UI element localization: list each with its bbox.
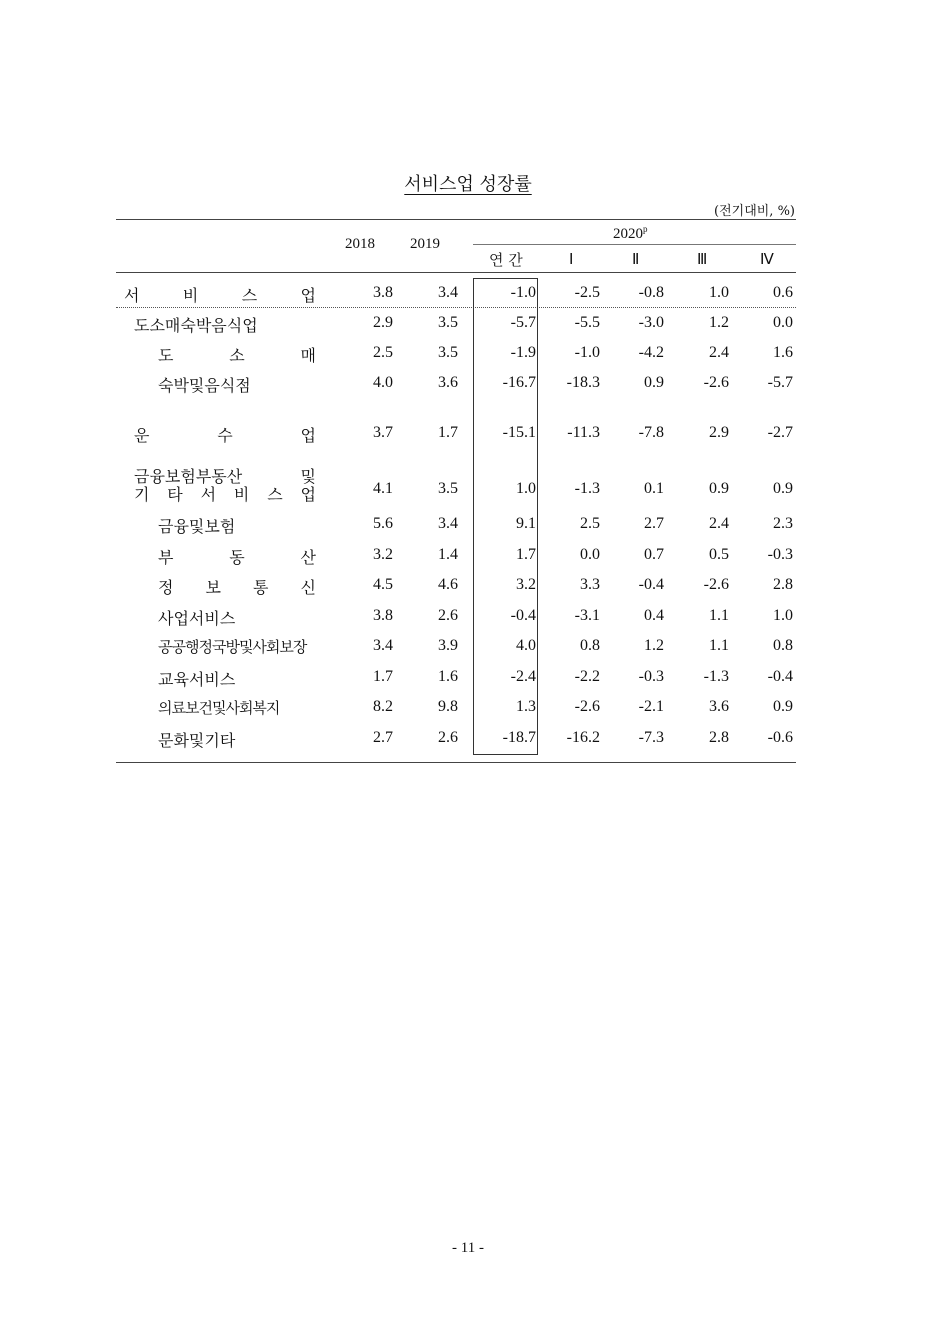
unit-note: (전기대비, %) [714, 204, 795, 219]
table-cell: 0.7 [644, 546, 664, 563]
table-cell: 4.5 [373, 576, 393, 593]
table-cell: -18.7 [502, 729, 536, 746]
table-cell: 3.4 [438, 515, 458, 532]
page-number: - 11 - [452, 1240, 484, 1256]
table-cell: -0.6 [767, 729, 793, 746]
table-cell: 4.1 [373, 480, 393, 497]
table-cell: 1.2 [644, 637, 664, 654]
row-label: 도 소 매 [158, 346, 316, 365]
table-cell: -3.0 [638, 314, 664, 331]
table-cell: -2.4 [510, 668, 536, 685]
table-cell: 3.9 [438, 637, 458, 654]
table-cell: 2.8 [709, 729, 729, 746]
table-cell: 1.6 [438, 668, 458, 685]
table-cell: 8.2 [373, 698, 393, 715]
table-cell: 2.6 [438, 607, 458, 624]
row-label: 부 동 산 [158, 548, 316, 567]
table-cell: 0.9 [709, 480, 729, 497]
table-cell: -2.1 [638, 698, 664, 715]
table-cell: 4.0 [373, 374, 393, 391]
table-cell: 0.9 [644, 374, 664, 391]
table-cell: 0.6 [773, 284, 793, 301]
table-cell: 3.6 [438, 374, 458, 391]
table-cell: 3.2 [516, 576, 536, 593]
table-cell: -5.7 [510, 314, 536, 331]
table-cell: 3.5 [438, 314, 458, 331]
table-cell: 2.9 [709, 424, 729, 441]
table-cell: 4.6 [438, 576, 458, 593]
header-2020: 2020$^p$ [613, 224, 648, 242]
table-cell: -2.5 [574, 284, 600, 301]
table-cell: -2.6 [703, 576, 729, 593]
table-cell: 0.8 [773, 637, 793, 654]
table-cell: -18.3 [566, 374, 600, 391]
table-cell: -1.3 [574, 480, 600, 497]
table-cell: 1.1 [709, 637, 729, 654]
header-2018: 2018 [345, 236, 375, 252]
table-cell: 3.8 [373, 284, 393, 301]
table-cell: 2.9 [373, 314, 393, 331]
table-cell: 3.4 [373, 637, 393, 654]
table-cell: 3.6 [709, 698, 729, 715]
top-rule [116, 219, 796, 220]
row-label: 정 보 통 신 [158, 578, 316, 597]
table-cell: 1.7 [516, 546, 536, 563]
table-cell: -3.1 [574, 607, 600, 624]
table-cell: 2.4 [709, 344, 729, 361]
table-cell: -2.2 [574, 668, 600, 685]
row-label: 숙박및음식점 [158, 376, 251, 395]
header-q4: Ⅳ [760, 252, 774, 268]
header-q1: Ⅰ [569, 252, 574, 268]
table-cell: -4.2 [638, 344, 664, 361]
table-cell: -0.3 [638, 668, 664, 685]
table-cell: 2.7 [644, 515, 664, 532]
table-cell: 0.1 [644, 480, 664, 497]
table-title: 서비스업 성장률 [404, 174, 532, 195]
table-cell: 3.8 [373, 607, 393, 624]
table-cell: -0.4 [510, 607, 536, 624]
dotted-separator [116, 307, 796, 308]
table-cell: 9.1 [516, 515, 536, 532]
table-cell: -16.7 [502, 374, 536, 391]
row-label: 금융보험부동산 및 [134, 467, 316, 486]
table-cell: 0.4 [644, 607, 664, 624]
table-cell: -1.3 [703, 668, 729, 685]
table-cell: 2.4 [709, 515, 729, 532]
row-label: 사업서비스 [158, 609, 236, 628]
table-cell: 3.2 [373, 546, 393, 563]
table-cell: 0.5 [709, 546, 729, 563]
table-cell: 1.0 [516, 480, 536, 497]
table-cell: 4.0 [516, 637, 536, 654]
table-cell: 1.4 [438, 546, 458, 563]
table-cell: 9.8 [438, 698, 458, 715]
table-cell: -0.8 [638, 284, 664, 301]
table-cell: -7.8 [638, 424, 664, 441]
row-label: 서 비 스 업 [124, 286, 316, 305]
row-label-line2: 기 타 서 비 스 업 [134, 485, 316, 504]
table-cell: 0.9 [773, 698, 793, 715]
table-cell: 0.9 [773, 480, 793, 497]
table-cell: -2.6 [574, 698, 600, 715]
table-cell: 2.7 [373, 729, 393, 746]
table-cell: -5.5 [574, 314, 600, 331]
header-q3: Ⅲ [697, 252, 708, 268]
table-cell: 1.0 [773, 607, 793, 624]
table-cell: -11.3 [567, 424, 600, 441]
header-annual: 연 간 [489, 251, 523, 269]
row-label: 금융및보험 [158, 517, 236, 536]
table-cell: 1.6 [773, 344, 793, 361]
table-cell: 2.5 [580, 515, 600, 532]
table-cell: 1.1 [709, 607, 729, 624]
table-cell: 3.3 [580, 576, 600, 593]
table-cell: 5.6 [373, 515, 393, 532]
sub-header-rule [473, 244, 796, 245]
row-label: 도소매숙박음식업 [134, 316, 258, 335]
table-cell: 1.7 [438, 424, 458, 441]
row-label: 의료보건및사회복지 [158, 699, 280, 717]
table-cell: -7.3 [638, 729, 664, 746]
table-cell: -15.1 [502, 424, 536, 441]
table-cell: -2.7 [767, 424, 793, 441]
table-cell: 2.5 [373, 344, 393, 361]
row-label: 운 수 업 [134, 426, 316, 445]
row-label: 공공행정국방및사회보장 [158, 638, 307, 656]
table-cell: -0.3 [767, 546, 793, 563]
row-label: 교육서비스 [158, 670, 236, 689]
table-cell: 1.3 [516, 698, 536, 715]
table-cell: -2.6 [703, 374, 729, 391]
table-cell: 1.0 [709, 284, 729, 301]
table-cell: -16.2 [566, 729, 600, 746]
table-cell: 2.3 [773, 515, 793, 532]
bottom-rule [116, 762, 796, 763]
table-cell: 3.5 [438, 480, 458, 497]
table-cell: 0.0 [580, 546, 600, 563]
header-2019: 2019 [410, 236, 440, 252]
table-cell: 3.5 [438, 344, 458, 361]
header-bottom-rule [116, 272, 796, 273]
table-cell: -1.0 [510, 284, 536, 301]
table-cell: 1.7 [373, 668, 393, 685]
table-cell: 0.0 [773, 314, 793, 331]
table-cell: 1.2 [709, 314, 729, 331]
table-cell: -1.9 [510, 344, 536, 361]
header-q2: Ⅱ [632, 252, 640, 268]
table-cell: 3.4 [438, 284, 458, 301]
table-cell: -0.4 [638, 576, 664, 593]
table-cell: 2.8 [773, 576, 793, 593]
table-cell: -0.4 [767, 668, 793, 685]
table-cell: 0.8 [580, 637, 600, 654]
table-cell: 2.6 [438, 729, 458, 746]
table-cell: 3.7 [373, 424, 393, 441]
table-cell: -5.7 [767, 374, 793, 391]
table-cell: -1.0 [574, 344, 600, 361]
row-label: 문화및기타 [158, 731, 236, 750]
